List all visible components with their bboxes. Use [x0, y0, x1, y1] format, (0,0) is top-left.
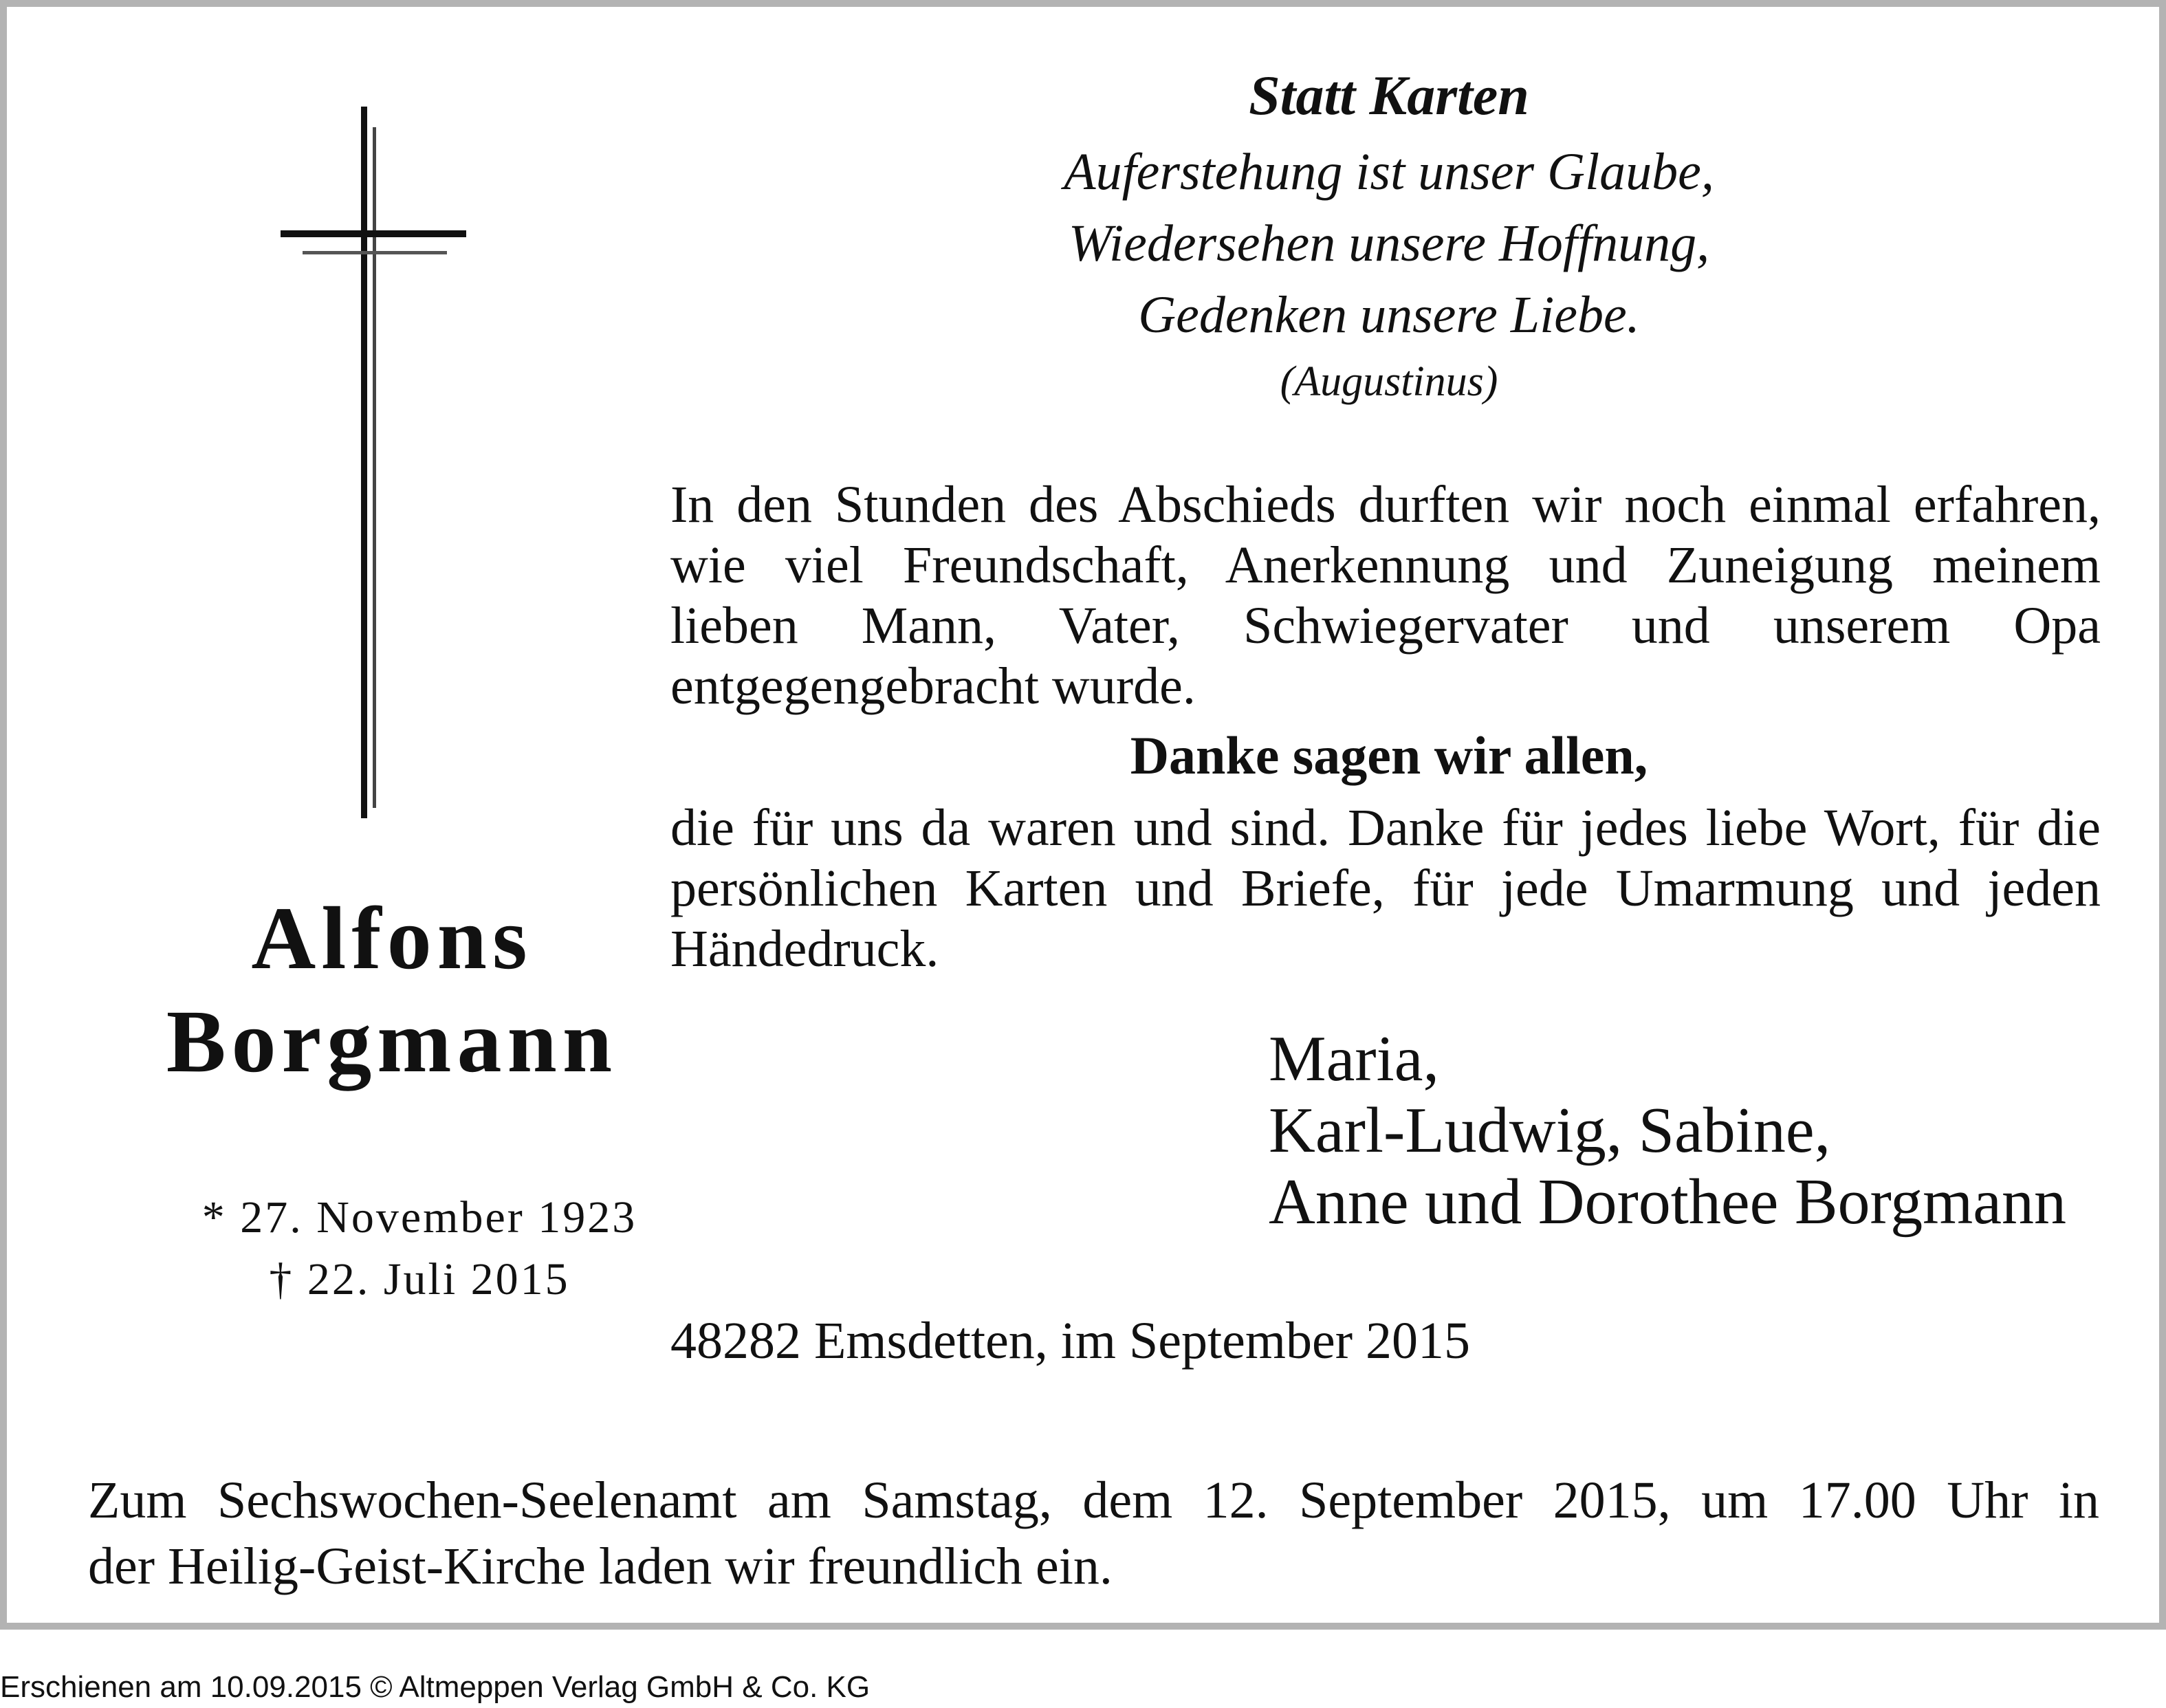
paragraph-line: wie viel Freundschaft, Anerkennung und Zuneigung meinem	[670, 536, 2101, 594]
paragraph-line: die für uns da waren und sind. Danke für jedes liebe Wort, für die	[670, 799, 2101, 857]
paragraph-line: In den Stunden des Abschieds durften wir noch einmal erfahren,	[670, 476, 2101, 534]
signature-line: Karl-Ludwig, Sabine,	[1269, 1095, 1831, 1166]
paragraph-line: entgegengebracht wurde.	[670, 657, 1196, 715]
paragraph-line: lieben Mann, Vater, Schwiegervater und unserem Opa	[670, 597, 2101, 655]
announcement-line: Zum Sechswochen-Seelenamt am Samstag, dem 12. September 2015, um 17.00 Uhr in	[88, 1471, 2099, 1529]
deceased-last-name: Borgmann	[166, 992, 618, 1091]
birth-date: * 27. November 1923	[201, 1192, 637, 1242]
death-date: † 22. Juli 2015	[269, 1254, 570, 1304]
quote-line-1: Auferstehung ist unser Glaube,	[1064, 143, 1714, 201]
cross-icon	[275, 107, 474, 818]
deceased-first-name: Alfons	[251, 889, 533, 988]
paragraph-line: Händedruck.	[670, 920, 939, 978]
notice-heading: Statt Karten	[1249, 64, 1529, 127]
thanks-paragraph-2	[670, 798, 2101, 979]
quote-line-2: Wiedersehen unsere Hoffnung,	[1068, 215, 1710, 272]
publication-footer: Erschienen am 10.09.2015 © Altmeppen Verlag GmbH & Co. KG	[0, 1670, 871, 1704]
place-date: 48282 Emsdetten, im September 2015	[670, 1312, 1471, 1370]
announcement-line: der Heilig-Geist-Kirche laden wir freundlich ein.	[88, 1537, 1113, 1595]
service-announcement	[88, 1467, 2099, 1599]
paragraph-line: persönlichen Karten und Briefe, für jede Umarmung und jeden	[670, 860, 2101, 917]
signatures	[1269, 1023, 2066, 1238]
thanks-heading: Danke sagen wir allen,	[1130, 725, 1648, 785]
quote-author: (Augustinus)	[1280, 358, 1498, 405]
signature-line: Maria,	[1269, 1023, 1439, 1095]
thanks-paragraph-1	[670, 474, 2101, 716]
quote-line-3: Gedenken unsere Liebe.	[1138, 286, 1640, 344]
signature-line: Anne und Dorothee Borgmann	[1269, 1166, 2066, 1238]
